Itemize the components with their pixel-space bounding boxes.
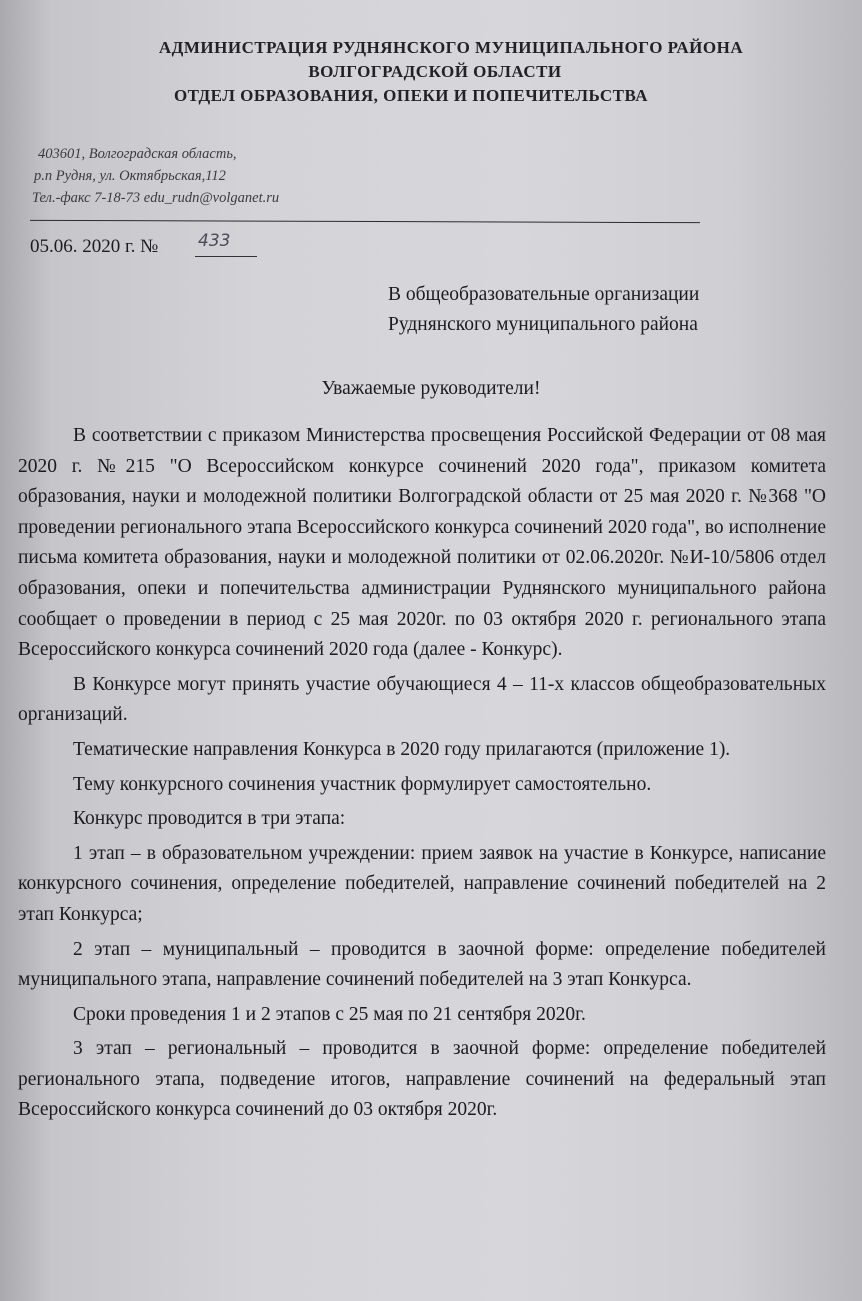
address-contact: Тел.-факс 7-18-73 edu_rudn@volganet.ru (32, 190, 280, 206)
paragraph-stage-1: 1 этап – в образовательном учреждении: прием заявок на участие в Конкурсе, написание конкурсного сочинения, определение победителей, направление сочинений победителей на 2 этап Конкурса; (18, 842, 826, 925)
paragraph-themes: Тематические направления Конкурса в 2020 году прилагаются (приложение 1). (73, 738, 731, 760)
number-underline (195, 256, 257, 257)
paragraph-deadlines: Сроки проведения 1 и 2 этапов с 25 мая по 21 сентября 2020г. (73, 1003, 586, 1025)
letter-body (18, 421, 826, 1130)
recipient-line-1: В общеобразовательные организации (388, 284, 700, 305)
paragraph-stage-2: 2 этап – муниципальный – проводится в заочной форме: определение победителей муниципального этапа, направление сочинений победителей на 3 этап Конкурса. (18, 938, 826, 991)
paragraph-intro: В соответствии с приказом Министерства просвещения Российской Федерации от 08 мая 2020 г. №215 "О Всероссийском конкурсе сочинений 2020 года", приказом комитета образования, науки и молодежной политики Волгоградской области от 25 мая 2020 г. №368 "О проведении регионального этапа Всероссийского конкурса сочинений 2020 года", во исполнение письма комитета образования, науки и молодежной политики от 02.06.2020г. №И-10/5806 отдел образования, опеки и попечительства администрации Руднянского муниципального района сообщает о проведении в период с 25 мая 2020г. по 03 октября 2020 г. регионального этапа Всероссийского конкурса сочинений 2020 года (далее - Конкурс). (18, 425, 826, 661)
recipient-line-2: Руднянского муниципального района (388, 314, 698, 335)
header-region: ВОЛГОГРАДСКОЙ ОБЛАСТИ (308, 62, 562, 81)
paragraph-stages: Конкурс проводится в три этапа: (73, 808, 346, 830)
paragraph-stage-3: 3 этап – региональный – проводится в заочной форме: определение победителей регионального этапа, подведение итогов, направление сочинений на федеральный этап Всероссийского конкурса сочинений до 03 октября 2020г. (18, 1038, 826, 1121)
paragraph-participants: В Конкурсе могут принять участие обучающиеся 4 – 11-х классов общеобразовательных организаций. (18, 673, 826, 726)
handwritten-document-number: 433 (198, 231, 231, 251)
paragraph-topic: Тему конкурсного сочинения участник формулирует самостоятельно. (73, 773, 652, 795)
greeting: Уважаемые руководители! (321, 378, 541, 399)
document-date-number: 05.06. 2020 г. № (30, 236, 159, 257)
address-street: р.п Рудня, ул. Октябрьская,112 (34, 168, 226, 184)
header-divider (30, 220, 700, 223)
header-department: ОТДЕЛ ОБРАЗОВАНИЯ, ОПЕКИ И ПОПЕЧИТЕЛЬСТВА (173, 86, 649, 105)
header-organization: АДМИНИСТРАЦИЯ РУДНЯНСКОГО МУНИЦИПАЛЬНОГО РАЙОНА (158, 38, 744, 57)
address-postal: 403601, Волгоградская область, (38, 146, 237, 162)
